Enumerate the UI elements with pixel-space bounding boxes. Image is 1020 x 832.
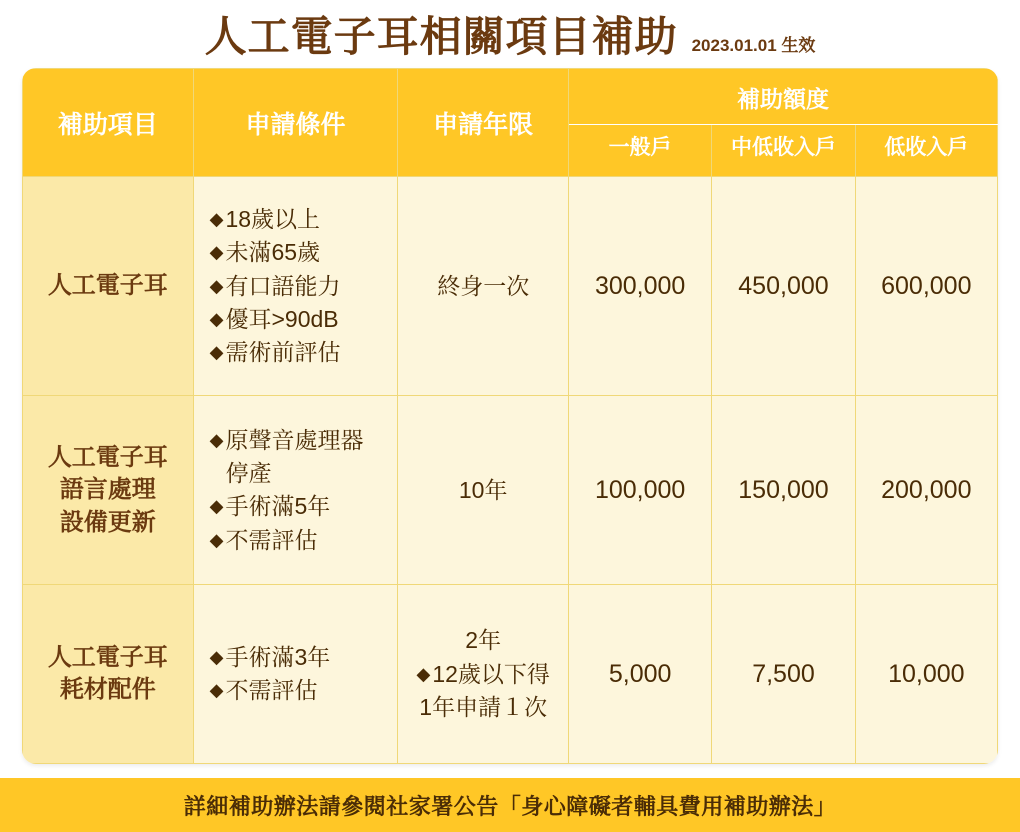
row-conditions: [193, 177, 398, 396]
row-amount-low: 200,000: [855, 396, 997, 585]
row-amount-low: 600,000: [855, 177, 997, 396]
row-years: 終身一次: [398, 177, 569, 396]
row-item-name: [23, 396, 194, 585]
diamond-bullet-icon: ◆: [209, 242, 224, 263]
row-item-line: 語言處理: [59, 476, 156, 504]
subsidy-table-wrapper: [22, 68, 998, 764]
header-amount-general: 一般戶: [569, 125, 712, 177]
header-condition: 申請條件: [193, 69, 398, 177]
table-header-row-top: [23, 69, 998, 125]
row-amount-general: 5,000: [569, 585, 712, 764]
diamond-bullet-icon: ◆: [209, 647, 224, 668]
condition-line: ◆手術滿5年: [209, 493, 331, 520]
row-years: 10年: [398, 396, 569, 585]
diamond-bullet-icon: ◆: [209, 309, 224, 330]
header-amount-low: 低收入戶: [855, 125, 997, 177]
row-years-line: ◆12歲以下得: [416, 660, 550, 687]
page-title: 人工電子耳相關項目補助: [204, 13, 678, 60]
table-row: [23, 177, 998, 396]
condition-line: ◆需術前評估: [209, 339, 341, 366]
condition-line: ◆原聲音處理器: [209, 426, 364, 453]
condition-line: ◆優耳>90dB: [209, 306, 339, 333]
header-amount-group: 補助額度: [569, 69, 998, 125]
row-years: [398, 585, 569, 764]
diamond-bullet-icon: ◆: [209, 209, 224, 230]
condition-line: ◆18歲以上: [209, 206, 321, 233]
diamond-bullet-icon: ◆: [209, 429, 224, 450]
condition-line-cont: 停產: [225, 460, 272, 487]
header-amount-mid-low: 中低收入戶: [712, 125, 855, 177]
subsidy-table: [22, 68, 998, 764]
diamond-bullet-icon: ◆: [209, 275, 224, 296]
condition-line: ◆不需評估: [209, 677, 318, 704]
row-amount-mid-low: 150,000: [712, 396, 855, 585]
row-item-name: [23, 585, 194, 764]
row-item-line: 人工電子耳: [47, 443, 168, 471]
condition-line: ◆手術滿3年: [209, 644, 331, 671]
header-item: 補助項目: [23, 69, 194, 177]
condition-line: ◆不需評估: [209, 526, 318, 553]
row-amount-low: 10,000: [855, 585, 997, 764]
condition-line: ◆未滿65歲: [209, 239, 321, 266]
row-years-line: 1年申請１次: [419, 694, 548, 721]
row-conditions: [193, 585, 398, 764]
diamond-bullet-icon: ◆: [209, 496, 224, 517]
row-amount-mid-low: 7,500: [712, 585, 855, 764]
header-years: 申請年限: [398, 69, 569, 177]
row-item-line: 設備更新: [59, 508, 156, 536]
row-years-line: 2年: [465, 627, 502, 654]
row-amount-general: 300,000: [569, 177, 712, 396]
table-row: [23, 585, 998, 764]
effective-date: 2023.01.01 生效: [691, 36, 816, 55]
footer-bar: [0, 778, 1020, 832]
table-row: [23, 396, 998, 585]
row-conditions: [193, 396, 398, 585]
row-amount-mid-low: 450,000: [712, 177, 855, 396]
footer-note: 詳細補助辦法請參閱社家署公告「身心障礙者輔具費用補助辦法」: [183, 793, 837, 819]
row-item-line: 耗材配件: [59, 676, 156, 704]
diamond-bullet-icon: ◆: [416, 663, 431, 684]
diamond-bullet-icon: ◆: [209, 529, 224, 550]
condition-line: ◆有口語能力: [209, 272, 341, 299]
diamond-bullet-icon: ◆: [209, 680, 224, 701]
row-item-name: 人工電子耳: [23, 177, 194, 396]
title-bar: [0, 0, 1020, 68]
diamond-bullet-icon: ◆: [209, 342, 224, 363]
row-item-line: 人工電子耳: [47, 643, 168, 671]
row-amount-general: 100,000: [569, 396, 712, 585]
